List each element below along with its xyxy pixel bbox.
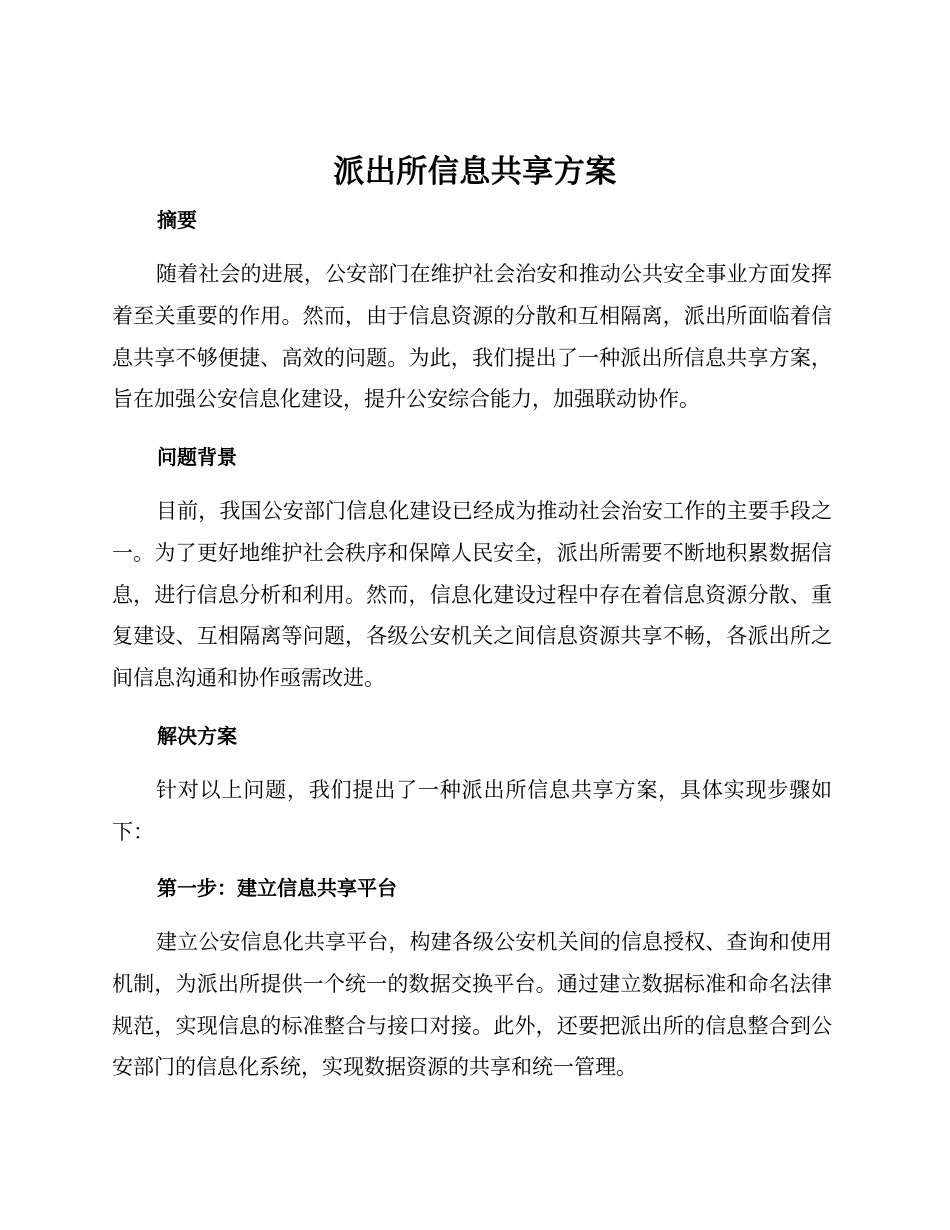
section-paragraph-step-one: 建立公安信息化共享平台，构建各级公安机关间的信息授权、查询和使用机制，为派出所提供一个统一的数据交换平台。通过建立数据标准和命名法律规范，实现信息的标准整合与接口对接。此外，还要把派出所的信息整合到公安部门的信息化系统，实现数据资源的共享和统一管理。 xyxy=(112,930,832,1080)
section-heading-step-one: 第一步：建立信息共享平台 xyxy=(157,876,397,900)
section-heading-background: 问题背景 xyxy=(157,445,237,469)
section-heading-solution: 解决方案 xyxy=(157,724,237,748)
section-paragraph-solution: 针对以上问题，我们提出了一种派出所信息共享方案，具体实现步骤如下： xyxy=(112,778,832,844)
section-paragraph-background: 目前，我国公安部门信息化建设已经成为推动社会治安工作的主要手段之一。为了更好地维护社会秩序和保障人民安全，派出所需要不断地积累数据信息，进行信息分析和利用。然而，信息化建设过程中存在着信息资源分散、重复建设、互相隔离等问题，各级公安机关之间信息资源共享不畅，各派出所之间信息沟通和协作亟需改进。 xyxy=(112,499,832,691)
section-paragraph-abstract: 随着社会的进展，公安部门在维护社会治安和推动公共安全事业方面发挥着至关重要的作用。然而，由于信息资源的分散和互相隔离，派出所面临着信息共享不够便捷、高效的问题。为此，我们提出了一种派出所信息共享方案，旨在加强公安信息化建设，提升公安综合能力，加强联动协作。 xyxy=(112,262,832,412)
document-title: 派出所信息共享方案 xyxy=(333,154,617,190)
section-heading-abstract: 摘要 xyxy=(157,208,197,232)
